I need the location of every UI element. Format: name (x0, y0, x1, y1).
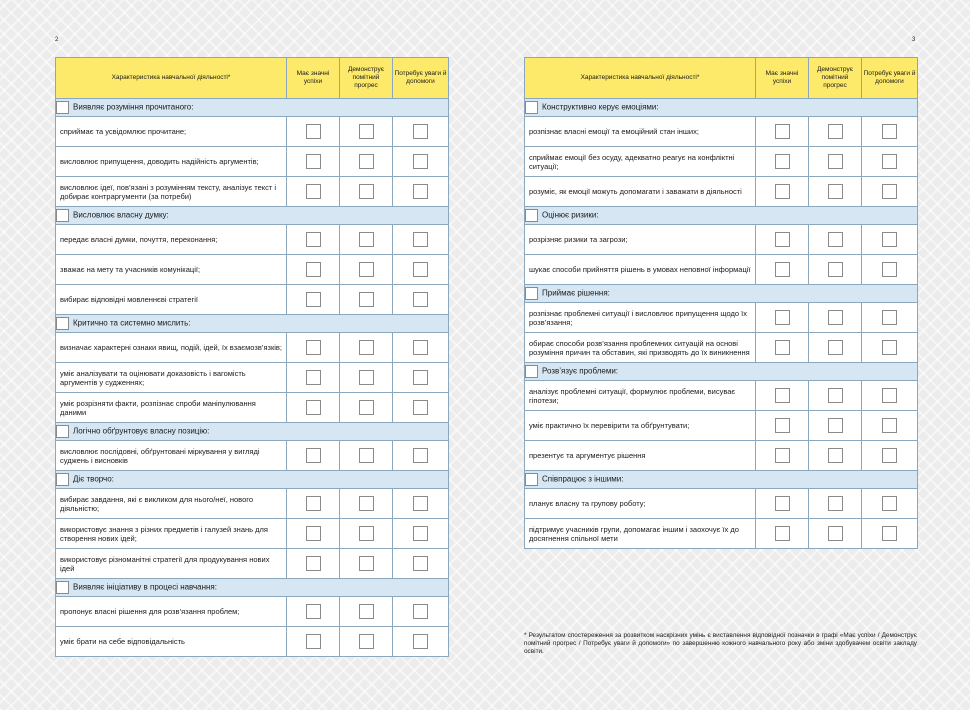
criterion-row (56, 147, 449, 177)
section-row (56, 579, 449, 597)
noticeable-progress-checkbox[interactable] (828, 526, 843, 541)
needs-help-checkbox[interactable] (882, 448, 897, 463)
criterion-text: розпізнає проблемні ситуації і висловлює припущення щодо їх розв’язання; (525, 303, 756, 333)
noticeable-progress-checkbox[interactable] (828, 232, 843, 247)
noticeable-progress-checkbox[interactable] (359, 526, 374, 541)
criterion-text: розпізнає власні емоції та емоційний стан інших; (525, 117, 756, 147)
criterion-text: аналізує проблемні ситуації, формулює проблеми, висуває гіпотези; (525, 381, 756, 411)
section-checkbox[interactable] (56, 101, 69, 114)
criterion-text: висловлює ідеї, пов’язані з розумінням тексту, аналізує текст і добирає контраргументи (за потреби) (56, 177, 287, 207)
section-row (525, 285, 918, 303)
significant-success-checkbox[interactable] (775, 124, 790, 139)
needs-help-checkbox[interactable] (413, 604, 428, 619)
noticeable-progress-checkbox[interactable] (359, 292, 374, 307)
noticeable-progress-checkbox[interactable] (828, 388, 843, 403)
section-checkbox[interactable] (525, 473, 538, 486)
needs-help-checkbox[interactable] (413, 634, 428, 649)
significant-success-checkbox[interactable] (306, 400, 321, 415)
criterion-row (56, 177, 449, 207)
criterion-row (56, 489, 449, 519)
criterion-row (525, 255, 918, 285)
noticeable-progress-checkbox[interactable] (359, 340, 374, 355)
noticeable-progress-checkbox[interactable] (828, 448, 843, 463)
needs-help-checkbox[interactable] (413, 292, 428, 307)
noticeable-progress-checkbox[interactable] (359, 604, 374, 619)
criterion-text: пропонує власні рішення для розв’язання проблем; (56, 597, 287, 627)
section-checkbox[interactable] (525, 287, 538, 300)
needs-help-checkbox[interactable] (413, 340, 428, 355)
noticeable-progress-checkbox[interactable] (828, 184, 843, 199)
section-title: Діє творчо: (73, 474, 114, 484)
section-row (56, 471, 449, 489)
criterion-row (56, 255, 449, 285)
header-characteristic: Характеристика навчальної діяльності* (525, 58, 756, 99)
criterion-row (56, 363, 449, 393)
noticeable-progress-checkbox[interactable] (359, 556, 374, 571)
noticeable-progress-checkbox[interactable] (828, 418, 843, 433)
significant-success-checkbox[interactable] (306, 124, 321, 139)
criterion-text: висловлює припущення, доводить надійність аргументів; (56, 147, 287, 177)
section-title: Логічно обґрунтовує власну позицію: (73, 426, 210, 436)
criterion-row (56, 225, 449, 255)
section-checkbox[interactable] (56, 209, 69, 222)
section-row (56, 315, 449, 333)
noticeable-progress-checkbox[interactable] (359, 154, 374, 169)
noticeable-progress-checkbox[interactable] (359, 496, 374, 511)
criterion-row (56, 285, 449, 315)
significant-success-checkbox[interactable] (775, 496, 790, 511)
criterion-text: розрізняє ризики та загрози; (525, 225, 756, 255)
section-checkbox[interactable] (56, 581, 69, 594)
section-title: Виявляє ініціативу в процесі навчання: (73, 582, 217, 592)
criterion-row (56, 117, 449, 147)
criterion-text: вибирає відповідні мовленнєві стратегії (56, 285, 287, 315)
header-row (56, 58, 449, 99)
header-col3: Потребує уваги й допомоги (862, 58, 918, 99)
needs-help-checkbox[interactable] (882, 496, 897, 511)
criterion-text: підтримує учасників групи, допомагає іншим і заохочує їх до досягнення спільної мети (525, 519, 756, 549)
header-row (525, 58, 918, 99)
significant-success-checkbox[interactable] (775, 232, 790, 247)
page-number-left: 2 (55, 37, 59, 43)
section-title: Конструктивно керує емоціями: (542, 102, 659, 112)
needs-help-checkbox[interactable] (413, 124, 428, 139)
criterion-text: обирає способи розв’язання проблемних ситуацій на основі розуміння причин та обставин, які призводять до їх виникнення (525, 333, 756, 363)
needs-help-checkbox[interactable] (882, 262, 897, 277)
needs-help-checkbox[interactable] (413, 556, 428, 571)
header-characteristic: Характеристика навчальної діяльності* (56, 58, 287, 99)
needs-help-checkbox[interactable] (413, 232, 428, 247)
criterion-row (525, 519, 918, 549)
section-checkbox[interactable] (56, 425, 69, 438)
noticeable-progress-checkbox[interactable] (359, 448, 374, 463)
right-assessment-table (524, 57, 918, 549)
section-title: Висловлює власну думку: (73, 210, 169, 220)
header-col1: Має значні успіхи (287, 58, 340, 99)
noticeable-progress-checkbox[interactable] (828, 340, 843, 355)
needs-help-checkbox[interactable] (413, 184, 428, 199)
significant-success-checkbox[interactable] (306, 292, 321, 307)
significant-success-checkbox[interactable] (306, 604, 321, 619)
criterion-text: сприймає та усвідомлює прочитане; (56, 117, 287, 147)
criterion-row (525, 177, 918, 207)
needs-help-checkbox[interactable] (413, 262, 428, 277)
criterion-text: висловлює послідовні, обґрунтовані міркування у вигляді суджень і висновків (56, 441, 287, 471)
needs-help-checkbox[interactable] (413, 400, 428, 415)
criterion-row (56, 393, 449, 423)
criterion-text: уміє практично їх перевірити та обґрунтувати; (525, 411, 756, 441)
section-row (56, 99, 449, 117)
header-col2: Демонструє помітний прогрес (809, 58, 862, 99)
criterion-row (525, 441, 918, 471)
footnote: * Результатом спостереження за розвитком наскрізних умінь є виставлення відповідної позначки в графі «Має успіхи / Демонструє помітний прогрес / Потребує уваги й допомоги» по завершенню кожного навчального року або зміни здобувачем освіти закладу освіти. (524, 632, 917, 655)
needs-help-checkbox[interactable] (882, 232, 897, 247)
significant-success-checkbox[interactable] (306, 340, 321, 355)
significant-success-checkbox[interactable] (775, 418, 790, 433)
criterion-text: уміє аналізувати та оцінювати доказовість і вагомість аргументів у судженнях; (56, 363, 287, 393)
section-checkbox[interactable] (525, 365, 538, 378)
needs-help-checkbox[interactable] (882, 388, 897, 403)
section-row (525, 363, 918, 381)
criterion-text: використовує знання з різних предметів і галузей знань для створення нових ідей; (56, 519, 287, 549)
needs-help-checkbox[interactable] (882, 340, 897, 355)
noticeable-progress-checkbox[interactable] (828, 262, 843, 277)
noticeable-progress-checkbox[interactable] (828, 496, 843, 511)
criterion-row (525, 225, 918, 255)
noticeable-progress-checkbox[interactable] (359, 184, 374, 199)
needs-help-checkbox[interactable] (413, 526, 428, 541)
significant-success-checkbox[interactable] (775, 388, 790, 403)
section-title: Критично та системно мислить: (73, 318, 191, 328)
significant-success-checkbox[interactable] (306, 232, 321, 247)
criterion-row (525, 333, 918, 363)
significant-success-checkbox[interactable] (775, 448, 790, 463)
noticeable-progress-checkbox[interactable] (828, 124, 843, 139)
noticeable-progress-checkbox[interactable] (359, 634, 374, 649)
criterion-row (525, 147, 918, 177)
section-row (525, 207, 918, 225)
criterion-text: розуміє, як емоції можуть допомагати і заважати в діяльності (525, 177, 756, 207)
criterion-text: планує власну та групову роботу; (525, 489, 756, 519)
section-title: Оцінює ризики: (542, 210, 599, 220)
significant-success-checkbox[interactable] (775, 526, 790, 541)
significant-success-checkbox[interactable] (306, 634, 321, 649)
needs-help-checkbox[interactable] (882, 124, 897, 139)
section-title: Приймає рішення: (542, 288, 610, 298)
header-col2: Демонструє помітний прогрес (340, 58, 393, 99)
needs-help-checkbox[interactable] (882, 418, 897, 433)
section-checkbox[interactable] (525, 209, 538, 222)
header-col1: Має значні успіхи (756, 58, 809, 99)
section-title: Виявляє розуміння прочитаного: (73, 102, 194, 112)
criterion-row (56, 441, 449, 471)
header-col3: Потребує уваги й допомоги (393, 58, 449, 99)
noticeable-progress-checkbox[interactable] (359, 232, 374, 247)
criterion-row (525, 411, 918, 441)
significant-success-checkbox[interactable] (306, 448, 321, 463)
criterion-row (525, 303, 918, 333)
page-number-right: 3 (912, 37, 916, 43)
needs-help-checkbox[interactable] (882, 526, 897, 541)
needs-help-checkbox[interactable] (413, 370, 428, 385)
criterion-text: передає власні думки, почуття, переконання; (56, 225, 287, 255)
noticeable-progress-checkbox[interactable] (359, 400, 374, 415)
criterion-row (56, 549, 449, 579)
significant-success-checkbox[interactable] (775, 262, 790, 277)
criterion-text: уміє брати на себе відповідальність (56, 627, 287, 657)
significant-success-checkbox[interactable] (775, 184, 790, 199)
section-checkbox[interactable] (525, 101, 538, 114)
criterion-text: використовує різноманітні стратегії для продукування нових ідей (56, 549, 287, 579)
criterion-text: визначає характерні ознаки явищ, подій, ідей, їх взаємозв’язків; (56, 333, 287, 363)
left-assessment-table (55, 57, 449, 657)
needs-help-checkbox[interactable] (882, 310, 897, 325)
significant-success-checkbox[interactable] (775, 154, 790, 169)
needs-help-checkbox[interactable] (882, 154, 897, 169)
criterion-text: сприймає емоції без осуду, адекватно реагує на конфліктні ситуації; (525, 147, 756, 177)
criterion-row (525, 381, 918, 411)
criterion-row (56, 627, 449, 657)
criterion-row (525, 117, 918, 147)
noticeable-progress-checkbox[interactable] (828, 154, 843, 169)
section-title: Співпрацює з іншими: (542, 474, 624, 484)
section-row (56, 423, 449, 441)
section-row (525, 99, 918, 117)
criterion-row (56, 333, 449, 363)
needs-help-checkbox[interactable] (882, 184, 897, 199)
significant-success-checkbox[interactable] (306, 526, 321, 541)
needs-help-checkbox[interactable] (413, 496, 428, 511)
significant-success-checkbox[interactable] (306, 154, 321, 169)
significant-success-checkbox[interactable] (306, 496, 321, 511)
criterion-row (56, 519, 449, 549)
section-title: Розв’язує проблеми: (542, 366, 619, 376)
significant-success-checkbox[interactable] (306, 556, 321, 571)
significant-success-checkbox[interactable] (775, 340, 790, 355)
criterion-row (525, 489, 918, 519)
section-checkbox[interactable] (56, 473, 69, 486)
criterion-text: зважає на мету та учасників комунікації; (56, 255, 287, 285)
significant-success-checkbox[interactable] (306, 184, 321, 199)
section-row (56, 207, 449, 225)
noticeable-progress-checkbox[interactable] (359, 124, 374, 139)
needs-help-checkbox[interactable] (413, 154, 428, 169)
criterion-text: шукає способи прийняття рішень в умовах неповної інформації (525, 255, 756, 285)
criterion-text: вибирає завдання, які є викликом для нього/неї, нового діяльністю; (56, 489, 287, 519)
section-checkbox[interactable] (56, 317, 69, 330)
significant-success-checkbox[interactable] (775, 310, 790, 325)
noticeable-progress-checkbox[interactable] (359, 370, 374, 385)
criterion-row (56, 597, 449, 627)
significant-success-checkbox[interactable] (306, 262, 321, 277)
section-row (525, 471, 918, 489)
needs-help-checkbox[interactable] (413, 448, 428, 463)
significant-success-checkbox[interactable] (306, 370, 321, 385)
criterion-text: презентує та аргументує рішення (525, 441, 756, 471)
noticeable-progress-checkbox[interactable] (828, 310, 843, 325)
noticeable-progress-checkbox[interactable] (359, 262, 374, 277)
criterion-text: уміє розрізняти факти, розпізнає спроби маніпулювання даними (56, 393, 287, 423)
